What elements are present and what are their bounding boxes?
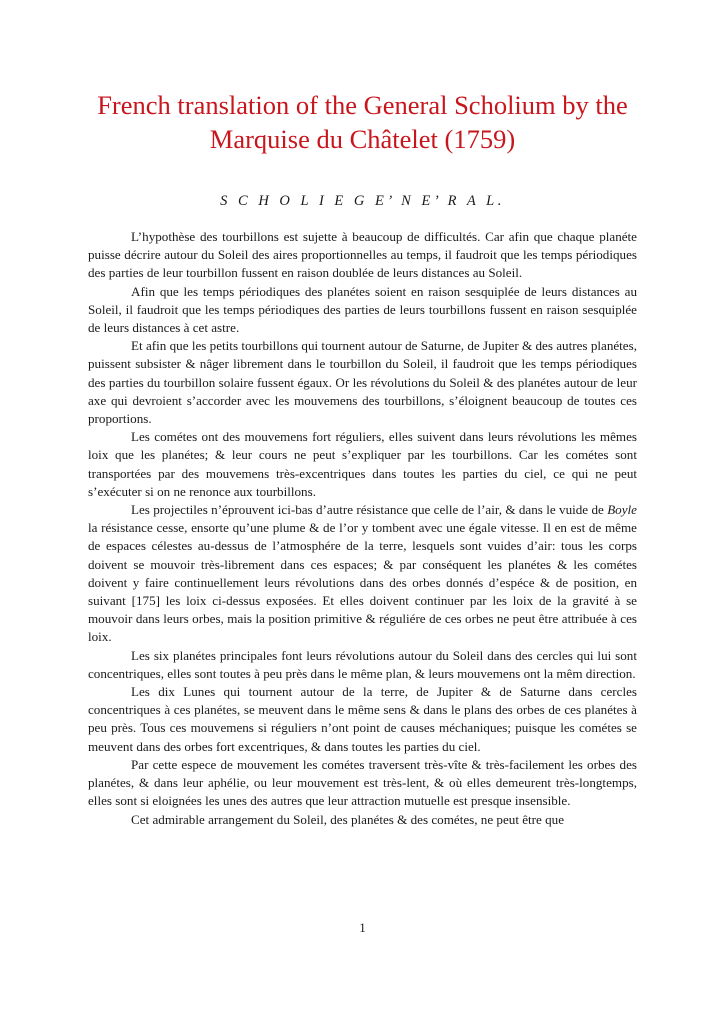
paragraph: Et afin que les petits tourbillons qui tournent autour de Saturne, de Jupiter & des autres planétes, puissent subsister & nâger librement dans le tourbillon du Soleil, il faudroit que les temps périodiques des parties du tourbillon solaire fussent égaux. Or les révolutions du Soleil & des planétes autour de leur axe qui devroient s’accorder avec les mouvemens des tourbillons, s’éloignent beaucoup de toutes ces proportions.	[88, 338, 637, 427]
document-page	[88, 88, 637, 829]
page-number: 1	[359, 920, 366, 935]
paragraph: Cet admirable arrangement du Soleil, des planétes & des cométes, ne peut être que	[131, 811, 565, 827]
paragraph: L’hypothèse des tourbillons est sujette à beaucoup de difficultés. Car afin que chaque planéte puisse décrire autour du Soleil des aires proportionnelles au temps, il faudroit que les temps périodiques des parties de leur tourbillon fussent en raison doublée de leurs distances au Soleil.	[88, 229, 637, 281]
paragraph: Les projectiles n’éprouvent ici-bas d’autre résistance que celle de l’air, & dans le vuide de Boyle la résistance cesse, ensorte qu’une plume & de l’or y tombent avec une égale vitesse. Il en est de même de espaces célestes au-dessus de l’atmosphére de la terre, lesquels sont vuides d’air: tous les corps doivent se mouvoir très-librement dans ces espaces; & par conséquent les planétes & les cométes doivent y faire continuellement leurs révolutions dans des orbes donnés d’espéce & de position, en suivant [175] les loix ci-dessus exposées. Et elles doivent continuer par les loix de la gravité à se mouvoir dans leurs orbes, mais la position primitive & réguliére de ces orbes ne peut être attribuée à ces loix.	[88, 502, 637, 645]
document-body	[88, 228, 637, 829]
paragraph: Les cométes ont des mouvemens fort réguliers, elles suivent dans leurs révolutions les mêmes loix que les planétes; & leur cours ne peut s’expliquer par les tourbillons. Car les cométes sont transportées par des mouvemens très-excentriques dans toutes les parties du ciel, ce qui ne peut s’exécuter si on ne renonce aux tourbillons.	[88, 429, 637, 499]
paragraph: Par cette espece de mouvement les cométes traversent très-vîte & très-facilement les orbes des planétes, & dans leur aphélie, ou leur mouvement est très-lent, & où elles demeurent très-longtemps, elles sont si eloignées les unes des autres que leur attraction mutuelle est presque insensible.	[88, 756, 637, 809]
paragraph: Les six planétes principales font leurs révolutions autour du Soleil dans des cercles qui lui sont concentriques, elles sont toutes à peu près dans le même plan, & leurs mouvemens ont la mêm direction.	[88, 647, 637, 681]
italic-name: Boyle	[607, 502, 637, 518]
paragraph: Afin que les temps périodiques des planétes soient en raison sesquiplée de leurs distances au Soleil, il faudroit que les temps périodiques des parties de leurs tourbillons fussent en raison sesquiplée de leurs distances à cet astre.	[88, 283, 637, 336]
paragraph: Les dix Lunes qui tournent autour de la terre, de Jupiter & de Saturne dans cercles concentriques à ces planétes, se meuvent dans le même sens & dans le plans des orbes de ces planétes à peu près. Tous ces mouvemens si réguliers n’ont point de causes méchaniques; puisque les cométes se meuvent dans des orbes fort excentriques, & dans toutes les parties du ciel.	[88, 684, 637, 754]
document-title: French translation of the General Scholium by the Marquise du Châtelet (1759)	[97, 90, 628, 154]
section-heading: S C H O L I E G E’ N E’ R A L.	[220, 193, 505, 209]
